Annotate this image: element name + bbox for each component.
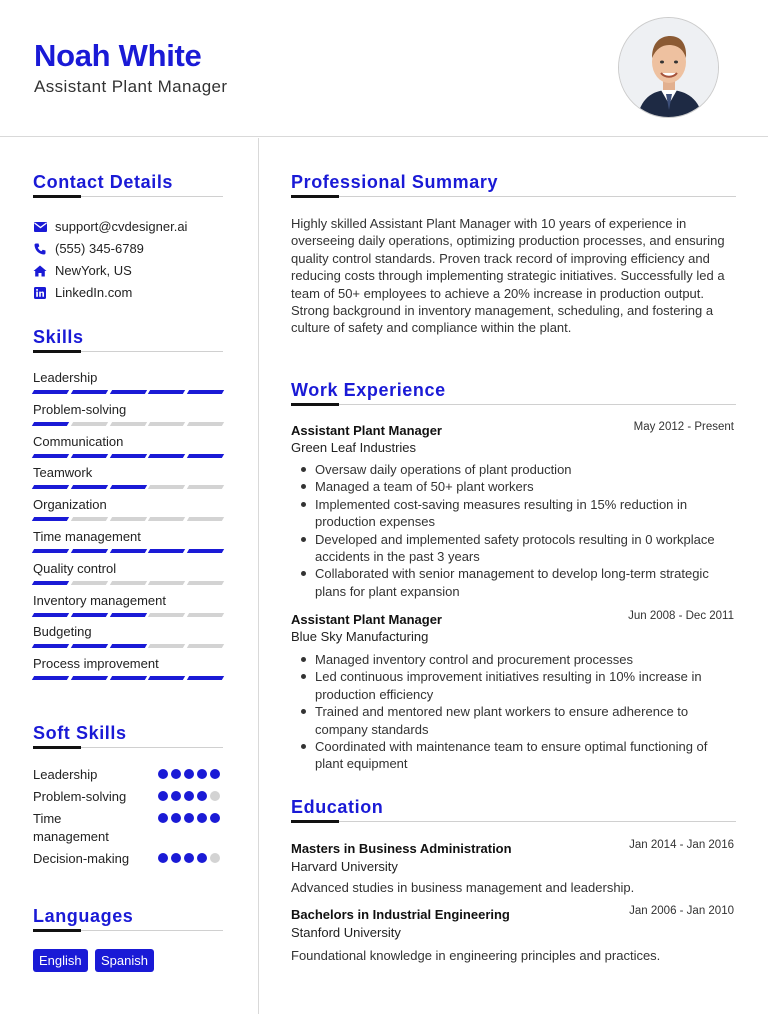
skill-level-segment [71,390,108,394]
rating-dot [197,813,207,823]
education-heading: Education [291,797,384,817]
list-item: Managed a team of 50+ plant workers [300,478,736,495]
linkedin-icon [33,286,47,300]
skill-level-segment [109,517,146,521]
skill-item [33,561,223,576]
skill-level-bar [33,644,223,649]
job-dates: May 2012 - Present [633,421,734,433]
skill-level-segment [71,676,108,680]
resume-header [0,0,768,137]
soft-skill-rating [158,791,220,801]
contact-phone[interactable] [33,241,144,256]
skill-label: Process improvement [33,656,159,672]
skill-item [33,624,223,639]
phone-icon [33,242,47,256]
skill-level-segment [71,581,108,585]
column-divider [258,138,259,1014]
soft-skill-label: Decision-making [33,851,130,866]
skill-level-segment [187,676,224,680]
skill-level-segment [187,581,224,585]
skill-level-segment [109,390,146,394]
contact-email[interactable] [33,219,187,234]
skill-level-segment [148,676,185,680]
skill-label: Leadership [33,370,98,385]
skill-level-segment [187,390,224,394]
skill-level-segment [148,454,185,458]
skill-item [33,370,223,385]
contact-email-text: support@cvdesigner.ai [55,219,188,234]
skill-label: Budgeting [33,624,92,640]
skill-item [33,497,223,512]
skill-level-segment [187,549,224,553]
profile-photo-icon [619,18,719,118]
soft-skills-heading-rule [33,747,223,748]
skill-item [33,402,223,417]
skill-level-segment [148,517,185,521]
skill-level-segment [109,644,146,648]
skill-level-bar [33,390,223,395]
skill-level-segment [109,422,146,426]
skill-item [33,465,223,480]
soft-skills-heading: Soft Skills [33,723,127,743]
skill-level-segment [71,485,108,489]
skill-level-segment [71,613,108,617]
skill-level-segment [109,676,146,680]
language-badge: Spanish [95,949,154,972]
skill-level-segment [148,549,185,553]
language-badge: English [33,949,88,972]
education-school: Harvard University [291,859,398,874]
skill-level-segment [148,581,185,585]
summary-heading-rule [291,196,736,197]
job-bullets [300,651,736,773]
soft-skill-label: Time management [33,811,109,844]
avatar [618,17,719,118]
envelope-icon [33,220,47,234]
skill-level-segment [148,422,185,426]
skill-item [33,656,223,671]
skill-level-segment [109,549,146,553]
candidate-name: Noah White [34,38,202,73]
skill-level-segment [187,422,224,426]
skill-level-segment [32,485,69,489]
skill-level-segment [148,644,185,648]
education-degree: Masters in Business Administration [291,841,512,856]
rating-dot [158,769,168,779]
summary-heading: Professional Summary [291,172,499,192]
skill-level-segment [32,549,69,553]
list-item: Coordinated with maintenance team to ensure optimal functioning of plant equipment [300,738,736,773]
skill-level-segment [32,613,69,617]
rating-dot [210,769,220,779]
education-degree: Bachelors in Industrial Engineering [291,907,510,922]
candidate-title: Assistant Plant Manager [34,77,228,96]
rating-dot [158,853,168,863]
rating-dot [210,791,220,801]
job-bullets [300,461,736,600]
summary-text: Highly skilled Assistant Plant Manager with 10 years of experience in overseeing daily operations, optimizing production processes, and ensuring quality control standards. Proven track record of improving efficiency and reducing costs through implementing strategic initiatives. Successfully led a team of 50+ employees to achieve a 20% increase in production output. Strong background in inventory management, scheduling, and fostering a culture of safety and compliance within the plant. [291,216,725,336]
skill-item [33,434,223,449]
education-dates: Jan 2014 - Jan 2016 [629,839,734,851]
list-item: Developed and implemented safety protocols resulting in 0 workplace accidents in the past 3 years [300,531,736,566]
soft-skill-rating [158,813,220,823]
skill-level-segment [187,517,224,521]
experience-heading-rule [291,404,736,405]
rating-dot [210,813,220,823]
rating-dot [184,853,194,863]
rating-dot [171,853,181,863]
education-dates: Jan 2006 - Jan 2010 [629,905,734,917]
skill-level-bar [33,485,223,490]
list-item: Trained and mentored new plant workers to ensure adherence to company standards [300,703,736,738]
skill-level-segment [109,485,146,489]
soft-skill-label: Leadership [33,767,98,782]
experience-heading: Work Experience [291,380,446,400]
home-icon [33,264,47,278]
skill-label: Quality control [33,560,117,576]
skills-heading: Skills [33,327,84,347]
education-heading-rule [291,821,736,822]
skill-label: Communication [33,433,124,449]
skill-item [33,593,223,608]
skills-heading-rule [33,351,223,352]
job-company: Green Leaf Industries [291,440,417,455]
skill-level-segment [71,422,108,426]
skill-level-segment [187,454,224,458]
rating-dot [210,853,220,863]
rating-dot [158,791,168,801]
education-school: Stanford University [291,925,401,940]
skill-label: Organization [33,497,107,513]
contact-linkedin-text: LinkedIn.com [55,285,133,300]
skill-level-segment [32,581,69,585]
skill-label: Teamwork [33,465,93,481]
skill-level-segment [32,676,69,680]
education-description: Foundational knowledge in engineering principles and practices. [291,948,661,963]
skill-level-segment [109,613,146,617]
contact-phone-text: (555) 345-6789 [55,241,144,256]
skill-level-segment [148,485,185,489]
rating-dot [171,791,181,801]
rating-dot [184,813,194,823]
skill-level-segment [71,644,108,648]
skill-level-segment [71,454,108,458]
skill-level-bar [33,581,223,586]
skill-level-bar [33,549,223,554]
skill-level-segment [71,549,108,553]
rating-dot [197,791,207,801]
languages-heading: Languages [33,906,134,926]
skill-level-segment [32,517,69,521]
rating-dot [171,813,181,823]
job-title: Assistant Plant Manager [291,423,442,438]
job-company: Blue Sky Manufacturing [291,629,429,644]
skill-level-segment [32,390,69,394]
skill-level-segment [32,422,69,426]
rating-dot [184,769,194,779]
skill-level-segment [148,613,185,617]
skill-level-segment [187,613,224,617]
job-title: Assistant Plant Manager [291,612,442,627]
list-item: Collaborated with senior management to develop long-term strategic plans for plant expansion [300,565,736,600]
contact-location-text: NewYork, US [55,263,132,278]
skill-label: Time management [33,529,141,544]
skill-level-bar [33,422,223,427]
skill-item [33,529,223,544]
rating-dot [171,769,181,779]
soft-skill-rating [158,853,220,863]
skill-level-segment [71,517,108,521]
contact-heading: Contact Details [33,172,174,192]
list-item: Oversaw daily operations of plant production [300,461,736,478]
skill-level-segment [109,454,146,458]
skill-level-segment [187,485,224,489]
skill-level-bar [33,454,223,459]
skill-level-segment [109,581,146,585]
skill-level-bar [33,613,223,618]
contact-linkedin[interactable] [33,285,132,300]
rating-dot [158,813,168,823]
soft-skill-label: Problem-solving [33,789,127,804]
list-item: Led continuous improvement initiatives resulting in 10% increase in production efficiency [300,668,736,703]
rating-dot [197,853,207,863]
skill-level-bar [33,676,223,681]
education-description: Advanced studies in business management and leadership. [291,880,635,895]
rating-dot [197,769,207,779]
skill-level-segment [187,644,224,648]
skill-level-segment [32,454,69,458]
languages-heading-rule [33,930,223,931]
contact-location [33,263,132,278]
contact-heading-rule [33,196,223,197]
soft-skill-rating [158,769,220,779]
list-item: Managed inventory control and procurement processes [300,651,736,668]
rating-dot [184,791,194,801]
skill-level-segment [32,644,69,648]
skill-level-bar [33,517,223,522]
skill-label: Inventory management [33,592,166,608]
skill-level-segment [148,390,185,394]
skill-label: Problem-solving [33,401,127,417]
list-item: Implemented cost-saving measures resulting in 15% reduction in production expenses [300,496,736,531]
job-dates: Jun 2008 - Dec 2011 [628,610,734,622]
